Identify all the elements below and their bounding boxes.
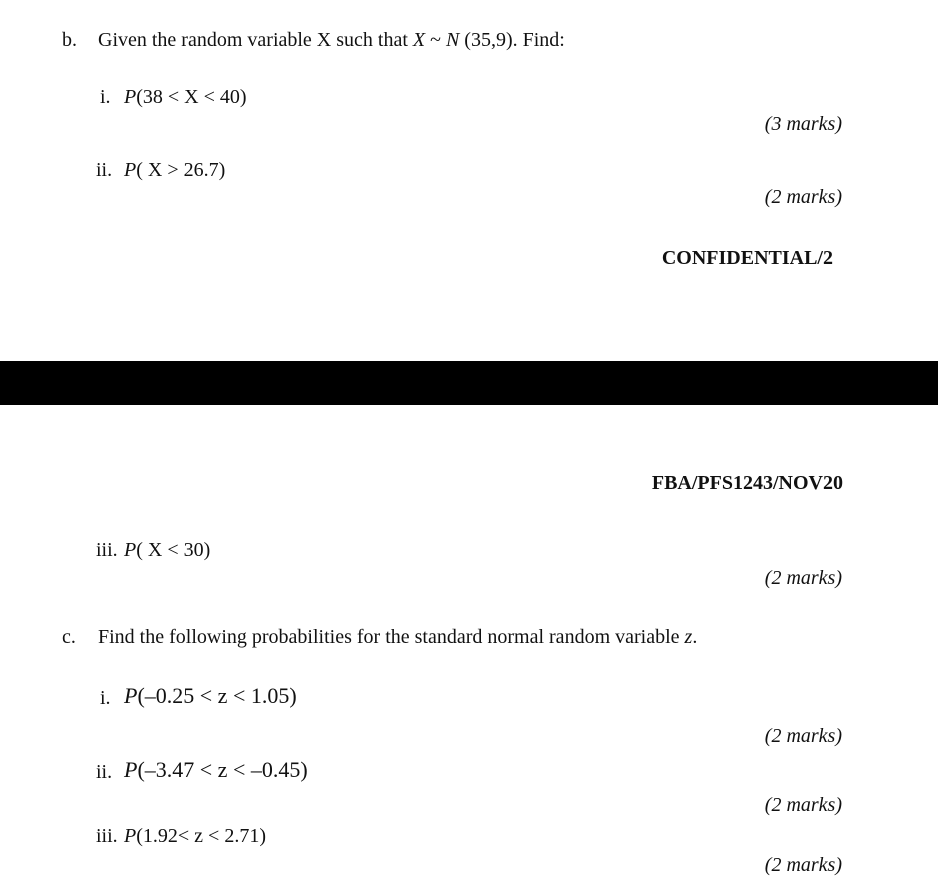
p-symbol: P	[124, 159, 137, 181]
probability-expression	[124, 158, 225, 182]
marks-label: (3 marks)	[764, 113, 842, 135]
item-number: iii.	[96, 539, 118, 561]
expr: (–0.25 < z < 1.05)	[137, 683, 297, 708]
question-b-label: b.	[62, 29, 77, 51]
marks-label: (2 marks)	[764, 794, 842, 816]
question-c-label: c.	[62, 626, 76, 648]
probability-expression	[124, 824, 266, 848]
dist-normal: N	[445, 29, 460, 51]
probability-expression	[124, 684, 297, 708]
expr: ( X < 30)	[136, 539, 211, 561]
item-number: ii.	[96, 159, 113, 181]
item-number: i.	[100, 86, 111, 108]
p-symbol: P	[124, 539, 137, 561]
expr: (1.92< z < 2.71)	[136, 825, 266, 847]
probability-expression	[124, 758, 308, 782]
page-break-band	[0, 361, 938, 405]
page-header: FBA/PFS1243/NOV20	[651, 472, 843, 494]
dist-tilde: ~	[425, 29, 446, 51]
period: .	[692, 626, 698, 648]
question-b-text	[98, 28, 565, 52]
question-c-text	[98, 625, 697, 649]
expr: (38 < X < 40)	[136, 86, 247, 108]
expr: (–3.47 < z < –0.45)	[137, 757, 308, 782]
p-symbol: P	[124, 683, 138, 708]
p-symbol: P	[124, 86, 137, 108]
z-variable: z	[684, 626, 693, 648]
probability-expression	[124, 538, 210, 562]
marks-label: (2 marks)	[764, 854, 842, 876]
dist-variable: X	[412, 29, 426, 51]
page-footer: CONFIDENTIAL/2	[661, 247, 833, 269]
item-number: i.	[100, 687, 111, 709]
p-symbol: P	[124, 757, 138, 782]
dist-params: (35,9). Find:	[459, 29, 565, 51]
marks-label: (2 marks)	[764, 186, 842, 208]
item-number: iii.	[96, 825, 118, 847]
marks-label: (2 marks)	[764, 725, 842, 747]
item-number: ii.	[96, 761, 113, 783]
marks-label: (2 marks)	[764, 567, 842, 589]
question-c-stem: Find the following probabilities for the standard normal random variable	[98, 626, 685, 648]
question-b-stem: Given the random variable X such that	[98, 29, 413, 51]
probability-expression	[124, 85, 247, 109]
expr: ( X > 26.7)	[136, 159, 226, 181]
p-symbol: P	[124, 825, 137, 847]
